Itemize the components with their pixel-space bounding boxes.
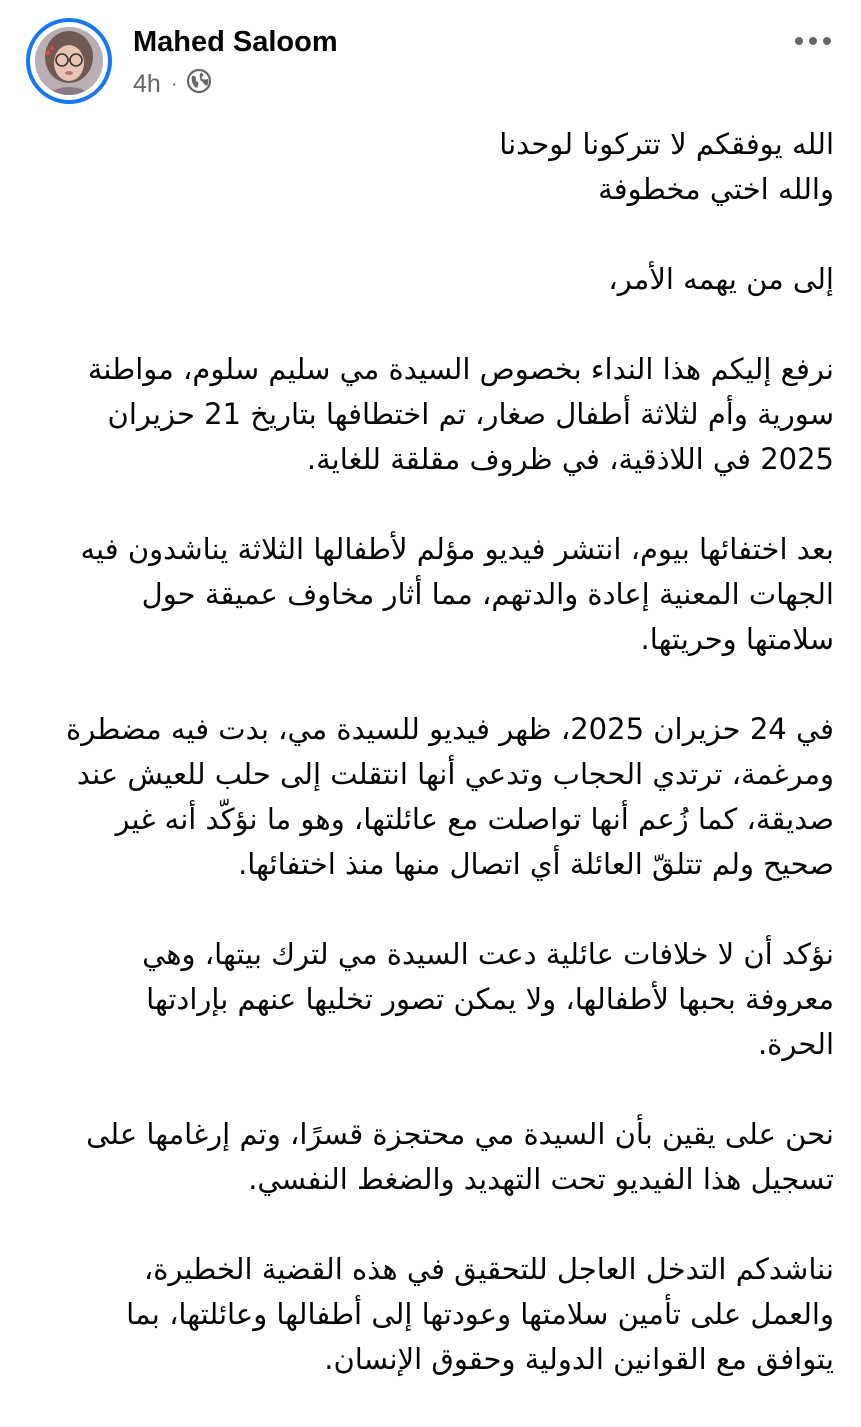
- post-paragraph: [40, 527, 834, 662]
- post-paragraph: [40, 1112, 834, 1202]
- post-text-line: والله اختي مخطوفة: [598, 172, 834, 206]
- post-paragraph: [40, 122, 834, 212]
- post-text-line: الجهات المعنية إعادة والدتهم، مما أثار مخاوف عميقة حول: [141, 577, 834, 611]
- post-text-line: سورية وأم لثلاثة أطفال صغار، تم اختطافها بتاريخ 21 حزيران: [107, 397, 834, 431]
- post-text-line: 2025 في اللاذقية، في ظروف مقلقة للغاية.: [306, 442, 834, 476]
- post-body: [40, 122, 834, 1427]
- post-paragraph: [40, 347, 834, 482]
- post-text-line: نحن على يقين بأن السيدة مي محتجزة قسرًا، وتم إرغامها على: [86, 1117, 834, 1151]
- post-timestamp[interactable]: 4h: [133, 69, 161, 98]
- post-text-line: نرفع إليكم هذا النداء بخصوص السيدة مي سليم سلوم، مواطنة: [87, 352, 834, 386]
- post-text-line: يتوافق مع القوانين الدولية وحقوق الإنسان.: [324, 1342, 834, 1376]
- post-paragraph: [40, 257, 834, 302]
- post-text-line: الحرة.: [757, 1027, 834, 1061]
- avatar-photo: [35, 27, 103, 95]
- more-options-icon: [793, 36, 833, 46]
- avatar[interactable]: [35, 27, 103, 95]
- post-text-line: ومرغمة، ترتدي الحجاب وتدعي أنها انتقلت إلى حلب للعيش عند: [76, 757, 834, 791]
- post-text-line: نؤكد أن لا خلافات عائلية دعت السيدة مي لترك بيتها، وهي: [142, 937, 834, 971]
- more-options-button[interactable]: [790, 24, 836, 58]
- post-paragraph: [40, 932, 834, 1067]
- post-text-line: في 24 حزيران 2025، ظهر فيديو للسيدة مي، بدت فيه مضطرة: [66, 712, 834, 746]
- avatar-story-ring[interactable]: [26, 18, 112, 104]
- post-text-line: تسجيل هذا الفيديو تحت التهديد والضغط النفسي.: [248, 1162, 834, 1196]
- post-text-line: إلى من يهمه الأمر،: [608, 262, 834, 296]
- post-text-line: والعمل على تأمين سلامتها وعودتها إلى أطفالها وعائلتها، بما: [126, 1297, 834, 1331]
- meta-separator: ·: [170, 72, 178, 95]
- post-text-line: معروفة بحبها لأطفالها، ولا يمكن تصور تخليها عنهم بإرادتها: [146, 982, 834, 1016]
- post-header: [0, 0, 861, 120]
- author-name[interactable]: Mahed Saloom: [133, 26, 338, 58]
- post-paragraph: [40, 707, 834, 887]
- post-text-line: الله يوفقكم لا تتركونا لوحدنا: [499, 127, 834, 161]
- globe-icon[interactable]: [186, 68, 212, 101]
- post-text-line: سلامتها وحريتها.: [640, 622, 834, 656]
- post-text-line: نناشدكم التدخل العاجل للتحقيق في هذه القضية الخطيرة،: [143, 1252, 834, 1286]
- post-text-line: بعد اختفائها بيوم، انتشر فيديو مؤلم لأطفالها الثلاثة يناشدون فيه: [80, 532, 834, 566]
- post-text-line: صديقة، كما زُعم أنها تواصلت مع عائلتها، وهو ما نؤكّد أنه غير: [115, 802, 834, 836]
- post-meta: [133, 68, 212, 100]
- post-text-line: صحيح ولم تتلقّ العائلة أي اتصال منها منذ اختفائها.: [238, 847, 834, 881]
- post-paragraph: [40, 1247, 834, 1382]
